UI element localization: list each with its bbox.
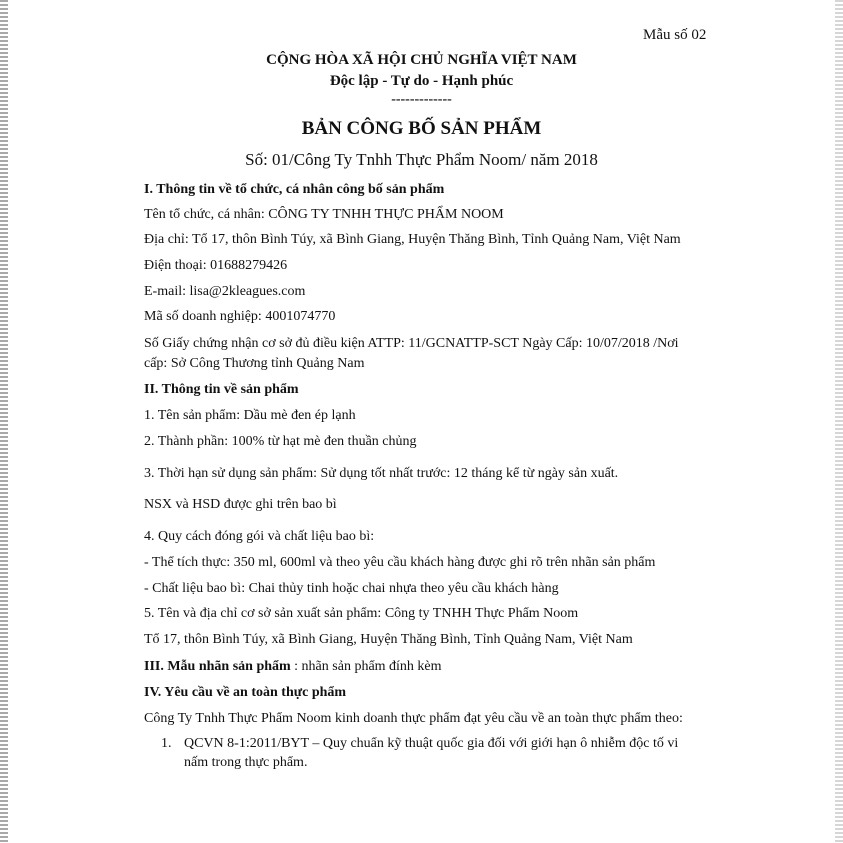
certificate-line-1: Số Giấy chứng nhận cơ sở đủ điều kiện ATTP: 11/GCNATTP-SCT Ngày Cấp: 10/07/2018 /Nơi: [144, 336, 679, 351]
section3-text: : nhãn sản phẩm đính kèm: [290, 659, 442, 674]
business-code: Mã số doanh nghiệp: 4001074770: [144, 309, 336, 324]
dates-note: NSX và HSD được ghi trên bao bì: [144, 497, 337, 512]
packaging-volume: - Thể tích thực: 350 ml, 600ml và theo yêu cầu khách hàng được ghi rõ trên nhãn sản phẩm: [144, 555, 656, 570]
packaging-heading: 4. Quy cách đóng gói và chất liệu bao bì:: [144, 529, 375, 544]
product-shelf-life: 3. Thời hạn sử dụng sản phẩm: Sử dụng tốt nhất trước: 12 tháng kể từ ngày sản xuất.: [144, 466, 619, 481]
org-phone: Điện thoại: 01688279426: [144, 258, 288, 273]
document-title: BẢN CÔNG BỐ SẢN PHẨM: [301, 118, 542, 139]
list-item-line-2: nấm trong thực phẩm.: [184, 755, 308, 770]
section3-line: [144, 659, 442, 675]
section2-heading: II. Thông tin về sản phẩm: [144, 382, 299, 397]
document-number: Số: 01/Công Ty Tnhh Thực Phẩm Noom/ năm 2018: [245, 150, 598, 169]
product-ingredients: 2. Thành phần: 100% từ hạt mè đen thuần chủng: [144, 434, 417, 449]
manufacturer: 5. Tên và địa chỉ cơ sở sản xuất sản phẩm: Công ty TNHH Thực Phẩm Noom: [144, 606, 579, 621]
org-email: E-mail: lisa@2kleagues.com: [144, 284, 306, 299]
section4-heading: IV. Yêu cầu về an toàn thực phẩm: [144, 685, 347, 700]
motto: Độc lập - Tự do - Hạnh phúc: [329, 73, 514, 89]
manufacturer-address: Tổ 17, thôn Bình Túy, xã Bình Giang, Huyện Thăng Bình, Tỉnh Quảng Nam, Việt Nam: [144, 632, 633, 647]
section1-heading: I. Thông tin về tổ chức, cá nhân công bố sản phẩm: [144, 182, 445, 197]
product-name: 1. Tên sản phẩm: Dầu mè đen ép lạnh: [144, 408, 356, 423]
list-item-line-1: QCVN 8-1:2011/BYT – Quy chuẩn kỹ thuật quốc gia đối với giới hạn ô nhiễm độc tố vi: [184, 736, 679, 751]
header-separator: -------------: [391, 92, 452, 107]
certificate-line-2: cấp: Sở Công Thương tỉnh Quảng Nam: [144, 356, 365, 371]
org-name: Tên tổ chức, cá nhân: CÔNG TY TNHH THỰC PHẨM NOOM: [144, 207, 504, 222]
list-item-number: 1.: [161, 736, 172, 751]
section4-intro: Công Ty Tnhh Thực Phẩm Noom kinh doanh thực phẩm đạt yêu cầu về an toàn thực phẩm theo:: [144, 711, 683, 726]
section3-heading: III. Mẫu nhãn sản phẩm: [144, 659, 291, 674]
packaging-material: - Chất liệu bao bì: Chai thủy tinh hoặc chai nhựa theo yêu cầu khách hàng: [144, 581, 559, 596]
nation-header: CỘNG HÒA XÃ HỘI CHỦ NGHĨA VIỆT NAM: [266, 52, 577, 68]
form-number: Mẫu số 02: [643, 27, 707, 43]
org-address: Địa chỉ: Tổ 17, thôn Bình Túy, xã Bình Giang, Huyện Thăng Bình, Tỉnh Quảng Nam, Việt Nam: [144, 232, 681, 247]
